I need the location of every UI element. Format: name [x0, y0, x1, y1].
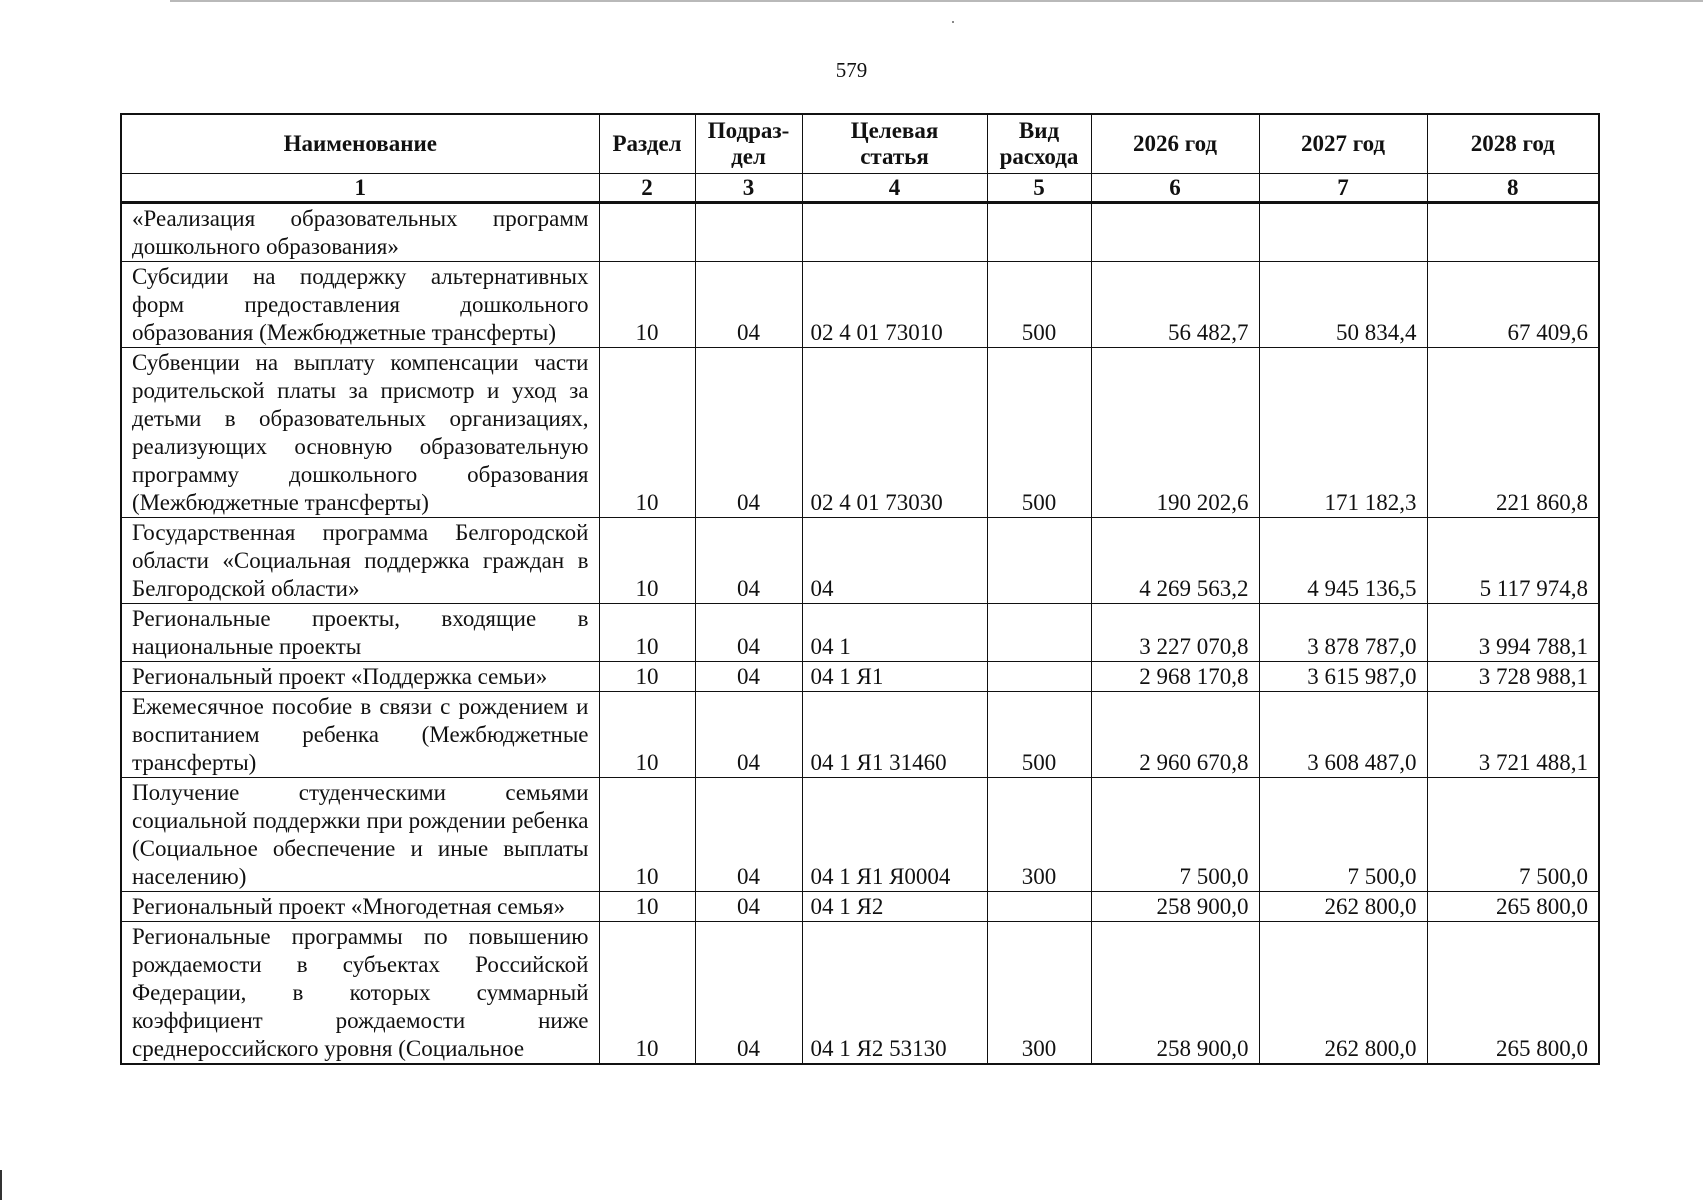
- row-amount-2027: 262 800,0: [1259, 892, 1427, 922]
- col-number: 7: [1259, 174, 1427, 203]
- row-expense-type: [987, 518, 1091, 604]
- row-section: 10: [599, 778, 695, 892]
- scan-speck: [952, 21, 954, 23]
- row-target-article: 04 1 Я1 31460: [802, 692, 987, 778]
- row-amount-2026: 3 227 070,8: [1091, 604, 1259, 662]
- row-target-article: 04 1 Я1 Я0004: [802, 778, 987, 892]
- row-section: 10: [599, 922, 695, 1065]
- row-amount-2028: 265 800,0: [1427, 892, 1599, 922]
- row-expense-type: [987, 604, 1091, 662]
- row-amount-2027: 50 834,4: [1259, 262, 1427, 348]
- col-number: 1: [121, 174, 599, 203]
- row-target-article: 04: [802, 518, 987, 604]
- row-amount-2027: 3 608 487,0: [1259, 692, 1427, 778]
- row-expense-type: 500: [987, 348, 1091, 518]
- row-amount-2028: 221 860,8: [1427, 348, 1599, 518]
- row-name: Государственная программа Белгородской области «Социальная поддержка граждан в Белгородской области»: [121, 518, 599, 604]
- row-amount-2028: 3 721 488,1: [1427, 692, 1599, 778]
- table-row: [121, 692, 1599, 778]
- row-amount-2026: 7 500,0: [1091, 778, 1259, 892]
- col-number: 3: [695, 174, 802, 203]
- row-target-article: 02 4 01 73010: [802, 262, 987, 348]
- row-name: Региональные проекты, входящие в национальные проекты: [121, 604, 599, 662]
- row-amount-2026: 2 960 670,8: [1091, 692, 1259, 778]
- row-subsection: 04: [695, 518, 802, 604]
- row-amount-2026: 258 900,0: [1091, 892, 1259, 922]
- row-subsection: 04: [695, 922, 802, 1065]
- row-amount-2026: 4 269 563,2: [1091, 518, 1259, 604]
- row-amount-2026: 56 482,7: [1091, 262, 1259, 348]
- row-subsection: 04: [695, 262, 802, 348]
- row-amount-2027: 3 878 787,0: [1259, 604, 1427, 662]
- col-header-2028: 2028 год: [1427, 114, 1599, 174]
- row-section: 10: [599, 892, 695, 922]
- row-subsection: 04: [695, 692, 802, 778]
- table-row: [121, 604, 1599, 662]
- row-section: 10: [599, 348, 695, 518]
- col-number: 2: [599, 174, 695, 203]
- page-number: 579: [835, 58, 868, 82]
- row-target-article: 02 4 01 73030: [802, 348, 987, 518]
- row-amount-2026: [1091, 203, 1259, 262]
- row-amount-2028: 5 117 974,8: [1427, 518, 1599, 604]
- col-header-section: Раздел: [599, 114, 695, 174]
- col-header-subsection: Подраз- дел: [695, 114, 802, 174]
- row-amount-2026: 258 900,0: [1091, 922, 1259, 1065]
- budget-table: [120, 113, 1600, 1065]
- col-number: 6: [1091, 174, 1259, 203]
- row-name: Субвенции на выплату компенсации части родительской платы за присмотр и уход за детьми в образовательных организациях, реализующих основную образовательную программу дошкольного образования (Межбюджетные трансферты): [121, 348, 599, 518]
- row-expense-type: 500: [987, 262, 1091, 348]
- row-section: 10: [599, 604, 695, 662]
- table-row: [121, 262, 1599, 348]
- row-expense-type: 300: [987, 922, 1091, 1065]
- scan-edge-mark: [0, 1170, 2, 1200]
- table-row: [121, 518, 1599, 604]
- row-section: 10: [599, 262, 695, 348]
- col-number: 4: [802, 174, 987, 203]
- col-header-2027: 2027 год: [1259, 114, 1427, 174]
- row-subsection: 04: [695, 604, 802, 662]
- col-number: 8: [1427, 174, 1599, 203]
- table-row: [121, 922, 1599, 1065]
- col-number: 5: [987, 174, 1091, 203]
- row-subsection: 04: [695, 348, 802, 518]
- row-amount-2028: 7 500,0: [1427, 778, 1599, 892]
- row-target-article: 04 1 Я1: [802, 662, 987, 692]
- row-target-article: 04 1: [802, 604, 987, 662]
- scan-edge-line: [170, 0, 1703, 2]
- row-target-article: 04 1 Я2 53130: [802, 922, 987, 1065]
- row-target-article: [802, 203, 987, 262]
- col-header-2026: 2026 год: [1091, 114, 1259, 174]
- row-amount-2027: 171 182,3: [1259, 348, 1427, 518]
- row-expense-type: [987, 203, 1091, 262]
- table-row: [121, 892, 1599, 922]
- col-header-target-article: Целевая статья: [802, 114, 987, 174]
- row-subsection: [695, 203, 802, 262]
- row-amount-2027: 4 945 136,5: [1259, 518, 1427, 604]
- row-amount-2027: 7 500,0: [1259, 778, 1427, 892]
- row-name: Ежемесячное пособие в связи с рождением и воспитанием ребенка (Межбюджетные трансферты): [121, 692, 599, 778]
- col-header-expense-type: Вид расхода: [987, 114, 1091, 174]
- row-subsection: 04: [695, 778, 802, 892]
- row-expense-type: 500: [987, 692, 1091, 778]
- row-amount-2027: 3 615 987,0: [1259, 662, 1427, 692]
- row-subsection: 04: [695, 662, 802, 692]
- row-amount-2026: 2 968 170,8: [1091, 662, 1259, 692]
- col-header-name: Наименование: [121, 114, 599, 174]
- table-row: [121, 778, 1599, 892]
- row-amount-2028: 3 994 788,1: [1427, 604, 1599, 662]
- row-name: Региональный проект «Поддержка семьи»: [121, 662, 599, 692]
- table-row: [121, 203, 1599, 262]
- row-subsection: 04: [695, 892, 802, 922]
- row-amount-2026: 190 202,6: [1091, 348, 1259, 518]
- table-row: [121, 662, 1599, 692]
- row-amount-2027: [1259, 203, 1427, 262]
- row-amount-2028: 67 409,6: [1427, 262, 1599, 348]
- row-amount-2028: 3 728 988,1: [1427, 662, 1599, 692]
- row-section: 10: [599, 518, 695, 604]
- row-expense-type: [987, 892, 1091, 922]
- row-amount-2027: 262 800,0: [1259, 922, 1427, 1065]
- row-amount-2028: 265 800,0: [1427, 922, 1599, 1065]
- row-target-article: 04 1 Я2: [802, 892, 987, 922]
- row-section: [599, 203, 695, 262]
- row-name: Получение студенческими семьями социальной поддержки при рождении ребенка (Социальное обеспечение и иные выплаты населению): [121, 778, 599, 892]
- table-row: [121, 348, 1599, 518]
- row-name: «Реализация образовательных программ дошкольного образования»: [121, 203, 599, 262]
- header-row: [121, 114, 1599, 174]
- row-expense-type: [987, 662, 1091, 692]
- row-amount-2028: [1427, 203, 1599, 262]
- row-name: Региональные программы по повышению рождаемости в субъектах Российской Федерации, в которых суммарный коэффициент рождаемости ниже среднероссийского уровня (Социальное: [121, 922, 599, 1065]
- row-section: 10: [599, 662, 695, 692]
- row-name: Региональный проект «Многодетная семья»: [121, 892, 599, 922]
- row-section: 10: [599, 692, 695, 778]
- column-number-row: [121, 174, 1599, 203]
- row-name: Субсидии на поддержку альтернативных форм предоставления дошкольного образования (Межбюджетные трансферты): [121, 262, 599, 348]
- row-expense-type: 300: [987, 778, 1091, 892]
